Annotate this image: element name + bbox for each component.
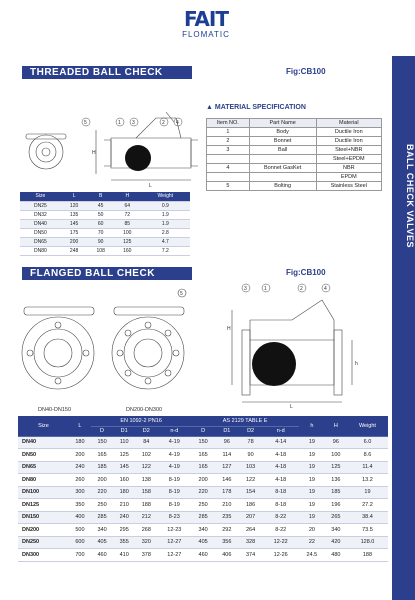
table-row	[18, 436, 388, 449]
flanged-cell: 122	[239, 474, 263, 487]
flanged-cell: 11.4	[347, 461, 388, 474]
flanged-cell: 185	[91, 461, 113, 474]
flanged-cell: 96	[325, 436, 347, 449]
threaded-cell: DN40	[20, 219, 61, 228]
threaded-section-title: THREADED BALL CHECK VALVE	[22, 66, 192, 79]
flanged-cell: 210	[215, 499, 239, 512]
flanged-cell: 27.2	[347, 499, 388, 512]
flanged-cell: 24.5	[299, 549, 325, 562]
flanged-cell: 19	[299, 461, 325, 474]
flanged-cell: 90	[239, 449, 263, 462]
flanged-cell: 12-22	[262, 536, 299, 549]
flanged-cell: 165	[91, 449, 113, 462]
label-2: 2	[162, 120, 165, 126]
side-band	[392, 56, 415, 600]
flanged-cell: 406	[215, 549, 239, 562]
flanged-cell: 22	[299, 536, 325, 549]
spec-cell: 2	[207, 137, 250, 146]
flanged-cell: 265	[325, 511, 347, 524]
col-L: L	[69, 416, 91, 436]
threaded-cell: 2.8	[141, 228, 190, 237]
label-4: 4	[324, 286, 327, 292]
flanged-cell: 13.2	[347, 474, 388, 487]
threaded-cell: 64	[114, 201, 141, 210]
threaded-dimension-table	[20, 192, 190, 256]
spec-cell: Bolting	[249, 182, 316, 191]
threaded-cell: 100	[114, 228, 141, 237]
flanged-cell: 4-18	[262, 449, 299, 462]
body-outline	[111, 138, 191, 168]
flanged-cell: 154	[239, 486, 263, 499]
flanged-cell: 125	[113, 449, 135, 462]
spec-row	[207, 155, 382, 164]
spec-cell: 5	[207, 182, 250, 191]
threaded-cell: 70	[87, 228, 114, 237]
spec-cell: 1	[207, 128, 250, 137]
spec-row	[207, 128, 382, 137]
flanged-cell: 8-19	[157, 486, 191, 499]
flanged-cell: 460	[91, 549, 113, 562]
label-H: H	[227, 326, 231, 332]
spec-cell: NBR	[316, 164, 381, 173]
flanged-cell: 188	[135, 499, 157, 512]
flanged-cell: 285	[91, 511, 113, 524]
flanged-cell: DN65	[18, 461, 69, 474]
flanged-cell: 500	[69, 524, 91, 537]
label-2: 2	[300, 286, 303, 292]
col-nd: n-d	[262, 426, 299, 436]
caption-dn40-dn150: DN40-DN150	[38, 407, 72, 413]
flanged-cell: 200	[91, 474, 113, 487]
flanged-cell: 350	[69, 499, 91, 512]
spec-cell	[207, 173, 250, 182]
label-3: 3	[132, 120, 135, 126]
col-D: D	[91, 426, 113, 436]
flanged-cell: 8-19	[157, 499, 191, 512]
logo-sub: FLOMATIC	[182, 30, 230, 39]
spec-cell: Bonnet GasKet	[249, 164, 316, 173]
spec-cell: Ball	[249, 146, 316, 155]
flanged-cell: 12-27	[157, 536, 191, 549]
flanged-cell: 19	[299, 436, 325, 449]
flanged-cell: 320	[135, 536, 157, 549]
table-row	[18, 549, 388, 562]
flanged-cell: 600	[69, 536, 91, 549]
flanged-cell: 8-22	[262, 524, 299, 537]
flanged-cell: DN150	[18, 511, 69, 524]
threaded-cell: 7.2	[141, 246, 190, 255]
threaded-cell: 45	[87, 201, 114, 210]
flanged-cell: 700	[69, 549, 91, 562]
flanged-cell: 4-19	[157, 436, 191, 449]
flanged-cell: 340	[191, 524, 215, 537]
threaded-cell: 200	[61, 237, 88, 246]
flanged-cell: 196	[325, 499, 347, 512]
flanged-cell: 355	[113, 536, 135, 549]
threaded-cell: DN65	[20, 237, 61, 246]
label-h: h	[355, 361, 358, 367]
threaded-cell: 160	[114, 246, 141, 255]
table-row	[20, 219, 190, 228]
threaded-cell: 125	[114, 237, 141, 246]
flanged-cell: 8-18	[262, 486, 299, 499]
flanged-cell: 125	[325, 461, 347, 474]
threaded-cell: 1.9	[141, 210, 190, 219]
spec-row	[207, 173, 382, 182]
flanged-cell: 122	[135, 461, 157, 474]
flanged-cell: 19	[299, 474, 325, 487]
spec-row	[207, 146, 382, 155]
flanged-cell: 268	[135, 524, 157, 537]
threaded-cell: 0.9	[141, 201, 190, 210]
flanged-cell: 4-18	[262, 461, 299, 474]
table-row	[20, 210, 190, 219]
flanged-dimension-table	[18, 416, 388, 562]
flanged-cell: 19	[299, 499, 325, 512]
flanged-cell: DN100	[18, 486, 69, 499]
flanged-cell: 185	[325, 486, 347, 499]
threaded-header: Weight	[141, 192, 190, 201]
spec-header: Item NO.	[207, 119, 250, 128]
flanged-cell: 180	[113, 486, 135, 499]
flanged-cell: 146	[215, 474, 239, 487]
flanged-cell: 4-18	[262, 474, 299, 487]
flanged-cell: 264	[239, 524, 263, 537]
flanged-cell: 19	[299, 449, 325, 462]
flanged-cell: 378	[135, 549, 157, 562]
flanged-cell: 250	[91, 499, 113, 512]
col-nd: n-d	[157, 426, 191, 436]
table-row	[18, 461, 388, 474]
flanged-cell: 188	[347, 549, 388, 562]
threaded-cell: 1.9	[141, 219, 190, 228]
label-L: L	[149, 183, 152, 189]
ball-mark	[125, 145, 151, 171]
table-row	[18, 499, 388, 512]
group-as2129: AS 2129 TABLE E	[191, 416, 299, 426]
table-row	[20, 228, 190, 237]
flanged-cell: 8-22	[262, 511, 299, 524]
flanged-cell: 158	[135, 486, 157, 499]
flanged-cell: 285	[191, 511, 215, 524]
table-row	[18, 511, 388, 524]
flanged-cell: 165	[191, 461, 215, 474]
label-5: 5	[180, 291, 183, 297]
flanged-cell: 114	[215, 449, 239, 462]
flanged-cell: 260	[69, 474, 91, 487]
flanged-cell: 110	[113, 436, 135, 449]
flanged-cell: 78	[239, 436, 263, 449]
label-5: 5	[84, 120, 87, 126]
flanged-cell: 240	[113, 511, 135, 524]
flanged-cell: 374	[239, 549, 263, 562]
flanged-cell: 150	[191, 436, 215, 449]
label-1: 1	[264, 286, 267, 292]
table-row	[18, 474, 388, 487]
threaded-cell: 72	[114, 210, 141, 219]
spec-cell: 3	[207, 146, 250, 155]
flanged-cell: DN125	[18, 499, 69, 512]
flanged-cell: 4-14	[262, 436, 299, 449]
table-row	[20, 246, 190, 255]
group-en1092: EN 1092-2 PN16	[91, 416, 191, 426]
spec-cell: Bonnet	[249, 137, 316, 146]
flanged-cell: 207	[239, 511, 263, 524]
spec-cell: EPDM	[316, 173, 381, 182]
threaded-header: L	[61, 192, 88, 201]
threaded-fig-label: Fig:CB100	[286, 67, 326, 76]
flanged-cell: 405	[191, 536, 215, 549]
flanged-cell: 19	[299, 511, 325, 524]
flanged-cell: 8-19	[157, 474, 191, 487]
spec-cell: 4	[207, 164, 250, 173]
flanged-cell: 220	[191, 486, 215, 499]
flanged-cell: DN300	[18, 549, 69, 562]
flanged-cell: 292	[215, 524, 239, 537]
label-4: 4	[176, 120, 179, 126]
flanged-cell: 96	[215, 436, 239, 449]
flanged-cell: 295	[113, 524, 135, 537]
table-row	[18, 536, 388, 549]
brand-logo	[176, 8, 236, 40]
spec-header: Part Name	[249, 119, 316, 128]
flanged-cell: 136	[325, 474, 347, 487]
flanged-cell: 4-19	[157, 461, 191, 474]
threaded-cell: DN50	[20, 228, 61, 237]
sidebar-title: BALL CHECK VALVES	[405, 143, 415, 248]
threaded-cell: 108	[87, 246, 114, 255]
col-D1: D1	[215, 426, 239, 436]
col-weight: Weight	[347, 416, 388, 436]
table-row	[18, 486, 388, 499]
table-row	[18, 524, 388, 537]
material-spec-table	[206, 118, 382, 191]
flanged-cell: 356	[215, 536, 239, 549]
flanged-cell: DN250	[18, 536, 69, 549]
threaded-cell: 50	[87, 210, 114, 219]
col-D: D	[191, 426, 215, 436]
flanged-cell: 12-27	[157, 549, 191, 562]
threaded-header: Size	[20, 192, 61, 201]
spec-cell	[207, 155, 250, 164]
flanged-cell: 405	[91, 536, 113, 549]
spec-row	[207, 137, 382, 146]
flanged-cell: 300	[69, 486, 91, 499]
spec-cell: Ductile Iron	[316, 137, 381, 146]
caption-dn200-dn300: DN200-DN300	[126, 407, 163, 413]
ball-mark	[252, 342, 296, 386]
flanged-cell: 328	[239, 536, 263, 549]
end-view-outer	[29, 135, 63, 169]
spec-row	[207, 164, 382, 173]
flanged-cell: 145	[113, 461, 135, 474]
threaded-cell: 4.7	[141, 237, 190, 246]
spec-cell	[249, 155, 316, 164]
threaded-header: B	[87, 192, 114, 201]
flanged-end-views	[20, 285, 190, 415]
col-size: Size	[18, 416, 69, 436]
flanged-cell: 102	[135, 449, 157, 462]
spec-title: ▲ MATERIAL SPECIFICATION	[206, 104, 306, 111]
threaded-cell: 145	[61, 219, 88, 228]
flanged-cell: 235	[215, 511, 239, 524]
flanged-cell: 340	[91, 524, 113, 537]
spec-cell: Stainless Steel	[316, 182, 381, 191]
flanged-cell: 165	[191, 449, 215, 462]
flanged-cell: 180	[69, 436, 91, 449]
flanged-cell: 160	[113, 474, 135, 487]
flanged-cell: 220	[91, 486, 113, 499]
flanged-cell: 20	[299, 524, 325, 537]
flanged-cell: 178	[215, 486, 239, 499]
flanged-valve-drawing	[222, 280, 392, 410]
flanged-section-title: FLANGED BALL CHECK VALVE	[22, 267, 192, 280]
label-3: 3	[244, 286, 247, 292]
flanged-cell: 200	[69, 449, 91, 462]
spec-cell: Steel+NBR	[316, 146, 381, 155]
flanged-cell: 460	[191, 549, 215, 562]
flanged-cell: 128.0	[347, 536, 388, 549]
flanged-cell: 6.0	[347, 436, 388, 449]
flanged-cell: 84	[135, 436, 157, 449]
flanged-cell: 19	[299, 486, 325, 499]
flanged-cell: 400	[69, 511, 91, 524]
flanged-cell: 480	[325, 549, 347, 562]
spec-row	[207, 182, 382, 191]
flanged-cell: 12-23	[157, 524, 191, 537]
flanged-cell: 340	[325, 524, 347, 537]
label-1: 1	[118, 120, 121, 126]
spec-header: Material	[316, 119, 381, 128]
spec-cell: Body	[249, 128, 316, 137]
col-h: h	[299, 416, 325, 436]
threaded-cell: 60	[87, 219, 114, 228]
label-H: H	[92, 150, 96, 156]
threaded-valve-drawing	[16, 110, 216, 190]
flanged-cell: 200	[191, 474, 215, 487]
spec-cell: Steel+EPDM	[316, 155, 381, 164]
logo-brand: FAIT	[184, 7, 228, 31]
col-D2: D2	[239, 426, 263, 436]
flanged-cell: DN200	[18, 524, 69, 537]
threaded-cell: 85	[114, 219, 141, 228]
threaded-cell: DN25	[20, 201, 61, 210]
col-D2: D2	[135, 426, 157, 436]
flanged-cell: 410	[113, 549, 135, 562]
table-row	[20, 237, 190, 246]
col-D1: D1	[113, 426, 135, 436]
threaded-cell: DN32	[20, 210, 61, 219]
flanged-cell: 38.4	[347, 511, 388, 524]
flanged-cell: 138	[135, 474, 157, 487]
flanged-cell: 103	[239, 461, 263, 474]
threaded-cell: 135	[61, 210, 88, 219]
threaded-cell: 90	[87, 237, 114, 246]
flanged-cell: 8-18	[262, 499, 299, 512]
spec-cell	[249, 173, 316, 182]
threaded-cell: 175	[61, 228, 88, 237]
col-H: H	[325, 416, 347, 436]
flanged-cell: 420	[325, 536, 347, 549]
flanged-cell: 150	[91, 436, 113, 449]
threaded-cell: 248	[61, 246, 88, 255]
flanged-cell: 127	[215, 461, 239, 474]
flanged-cell: 212	[135, 511, 157, 524]
threaded-header: H	[114, 192, 141, 201]
flanged-cell: 19	[347, 486, 388, 499]
flanged-cell: DN80	[18, 474, 69, 487]
label-L: L	[290, 404, 293, 410]
flanged-cell: 210	[113, 499, 135, 512]
spec-cell: Ductile Iron	[316, 128, 381, 137]
flanged-cell: DN50	[18, 449, 69, 462]
flanged-cell: 240	[69, 461, 91, 474]
flanged-cell: 250	[191, 499, 215, 512]
flanged-fig-label: Fig:CB100	[286, 268, 326, 277]
flanged-cell: 73.5	[347, 524, 388, 537]
flanged-cell: DN40	[18, 436, 69, 449]
flanged-cell: 12-26	[262, 549, 299, 562]
threaded-cell: 120	[61, 201, 88, 210]
flanged-cell: 8.6	[347, 449, 388, 462]
table-row	[18, 449, 388, 462]
flanged-cell: 100	[325, 449, 347, 462]
flanged-cell: 8-23	[157, 511, 191, 524]
flanged-cell: 4-19	[157, 449, 191, 462]
flanged-cell: 186	[239, 499, 263, 512]
table-row	[20, 201, 190, 210]
end-view-inner	[36, 142, 56, 162]
threaded-cell: DN80	[20, 246, 61, 255]
